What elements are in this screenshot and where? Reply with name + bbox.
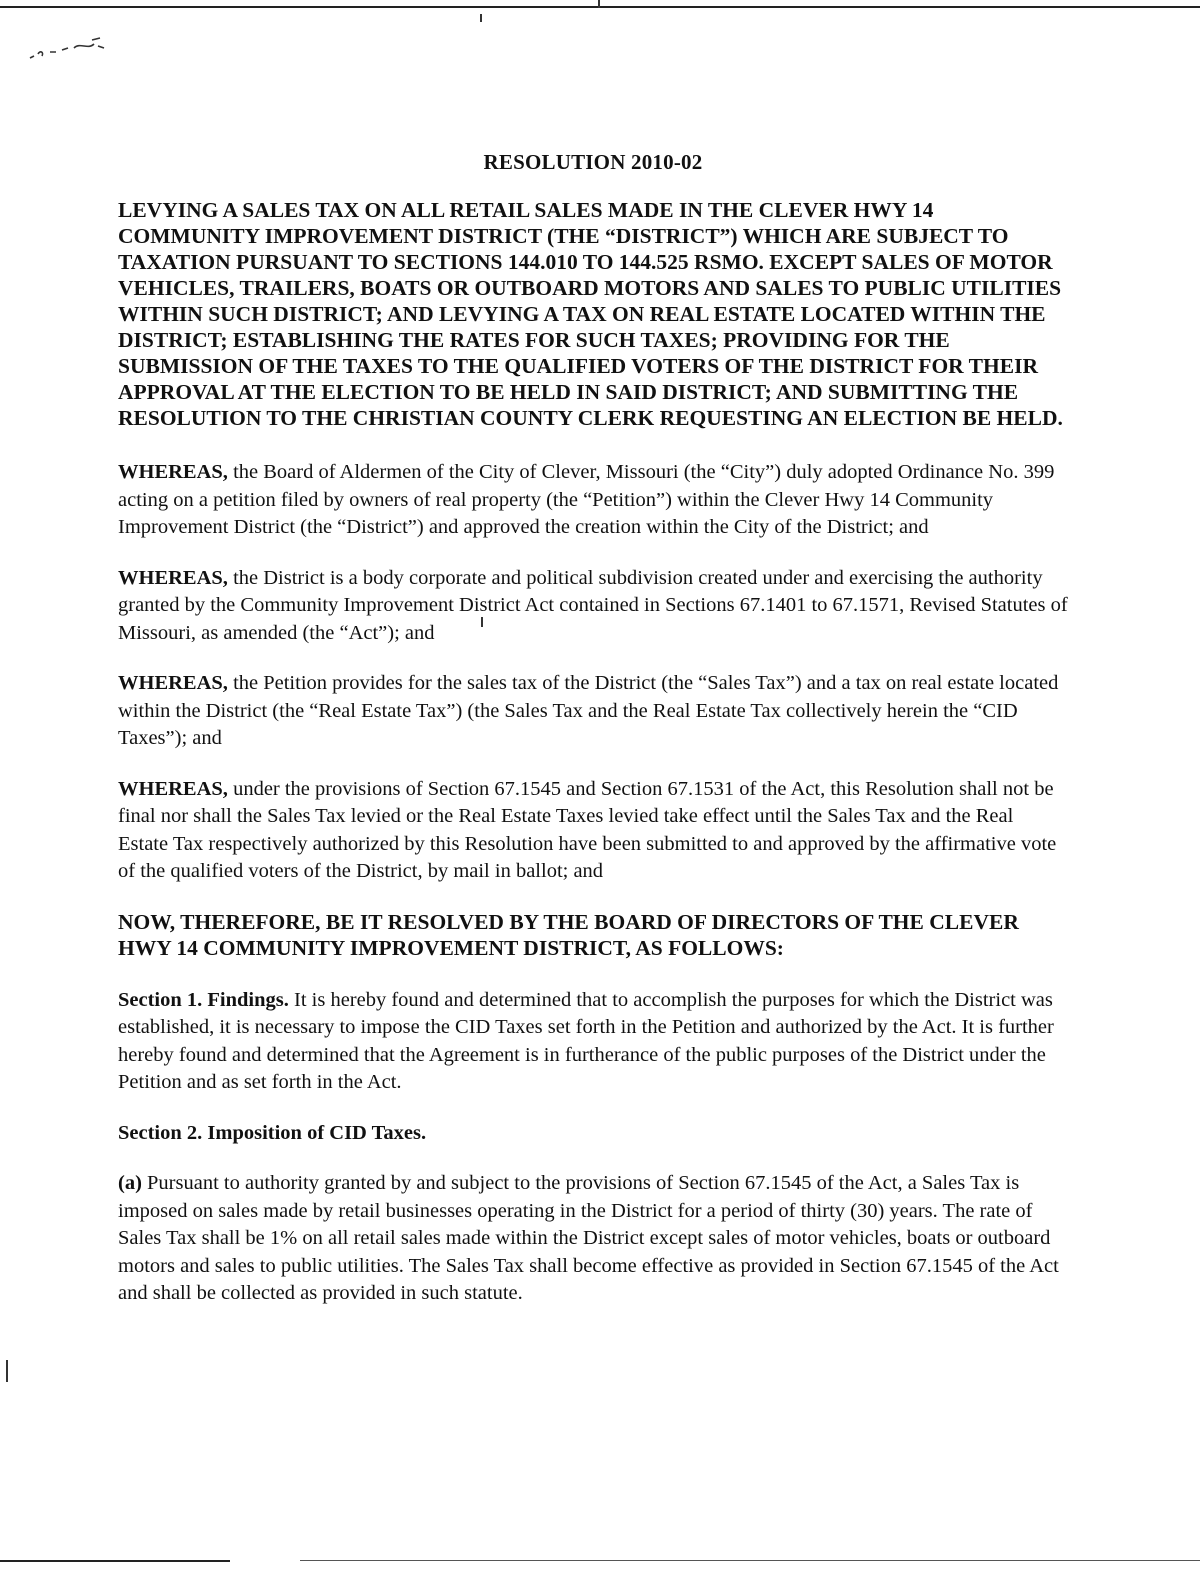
handwritten-mark [28, 34, 118, 64]
whereas-text: under the provisions of Section 67.1545 and Section 67.1531 of the Act, this Resolution shall not be final nor shall the Sales Tax levied or the Real Estate Taxes levied take effect until the Sales Tax and the Real Estate Tax respectively authorized by this Resolution have been submitted to and approved by the affirmative vote of the qualified voters of the District, by mail in ballot; and [118, 777, 1057, 882]
whereas-paragraph-2 [118, 565, 1068, 648]
resolution-title: RESOLUTION 2010-02 [483, 150, 703, 174]
whereas-text: the Board of Aldermen of the City of Clever, Missouri (the “City”) duly adopted Ordinance No. 399 acting on a petition filed by owners of real property (the “Petition”) within the Clever Hwy 14 Community Improvement District (the “District”) and approved the creation within the City of the District; and [118, 461, 1055, 538]
whereas-text: the Petition provides for the sales tax of the District (the “Sales Tax”) and a tax on real estate located within the District (the “Real Estate Tax”) (the Sales Tax and the Real Estate Tax collectively herein the “CID Taxes”); and [118, 672, 1059, 749]
section-1-heading: Section 1. Findings. [118, 988, 289, 1011]
document-page [118, 150, 1068, 1331]
scan-edge-top [0, 6, 1200, 8]
whereas-lead: WHEREAS, [118, 672, 228, 694]
whereas-text: the District is a body corporate and political subdivision created under and exercising the authority granted by the Community Improvement District Act contained in Sections 67.1401 to 67.1571, Revised Statutes of Missouri, as amended (the “Act”); and [118, 566, 1068, 644]
section-2-heading-paragraph [118, 1120, 1068, 1148]
whereas-lead: WHEREAS, [118, 566, 228, 589]
section-2-heading: Section 2. Imposition of CID Taxes. [118, 1121, 427, 1144]
resolved-clause: NOW, THEREFORE, BE IT RESOLVED BY THE BOARD OF DIRECTORS OF THE CLEVER HWY 14 COMMUNITY IMPROVEMENT DISTRICT, AS FOLLOWS: [118, 909, 1019, 960]
scan-mark [480, 14, 482, 22]
clause-a-text: Pursuant to authority granted by and subject to the provisions of Section 67.1545 of the Act, a Sales Tax is imposed on sales made by retail businesses operating in the District for a period of thirty (30) years. The rate of Sales Tax shall be 1% on all retail sales made within the District except sales of motor vehicles, boats or outboard motors and sales to public utilities. The Sales Tax shall become effective as provided in Section 67.1545 of the Act and shall be collected as provided in such statute. [118, 1172, 1059, 1304]
section-1-findings [118, 987, 1068, 1097]
scan-edge-bottom-right [300, 1560, 1200, 1561]
section-2-clause-a [118, 1170, 1068, 1308]
whereas-lead: WHEREAS, [118, 777, 228, 800]
scan-edge-bottom [0, 1560, 230, 1562]
resolution-subject: LEVYING A SALES TAX ON ALL RETAIL SALES MADE IN THE CLEVER HWY 14 COMMUNITY IMPROVEMENT DISTRICT (THE “DISTRICT”) WHICH ARE SUBJECT TO TAXATION PURSUANT TO SECTIONS 144.010 TO 144.525 RSMO. EXCEPT SALES OF MOTOR VEHICLES, TRAILERS, BOATS OR OUTBOARD MOTORS AND SALES TO PUBLIC UTILITIES WITHIN SUCH DISTRICT; AND LEVYING A TAX ON REAL ESTATE LOCATED WITHIN THE DISTRICT; ESTABLISHING THE RATES FOR SUCH TAXES; PROVIDING FOR THE SUBMISSION OF THE TAXES TO THE QUALIFIED VOTERS OF THE DISTRICT FOR THEIR APPROVAL AT THE ELECTION TO BE HELD IN SAID DISTRICT; AND SUBMITTING THE RESOLUTION TO THE CHRISTIAN COUNTY CLERK REQUESTING AN ELECTION BE HELD. [118, 198, 1063, 430]
section-1-text: It is hereby found and determined that to accomplish the purposes for which the District was established, it is necessary to impose the CID Taxes set forth in the Petition and authorized by the Act. It is further hereby found and determined that the Agreement is in furtherance of the public purposes of the District under the Petition and as set forth in the Act. [118, 988, 1054, 1093]
whereas-paragraph-3 [118, 670, 1068, 753]
whereas-paragraph-1 [118, 459, 1068, 542]
whereas-paragraph-4 [118, 776, 1068, 886]
scan-mark [598, 0, 600, 8]
clause-a-label: (a) [118, 1172, 142, 1194]
whereas-lead: WHEREAS, [118, 461, 228, 483]
scan-mark [6, 1360, 8, 1382]
